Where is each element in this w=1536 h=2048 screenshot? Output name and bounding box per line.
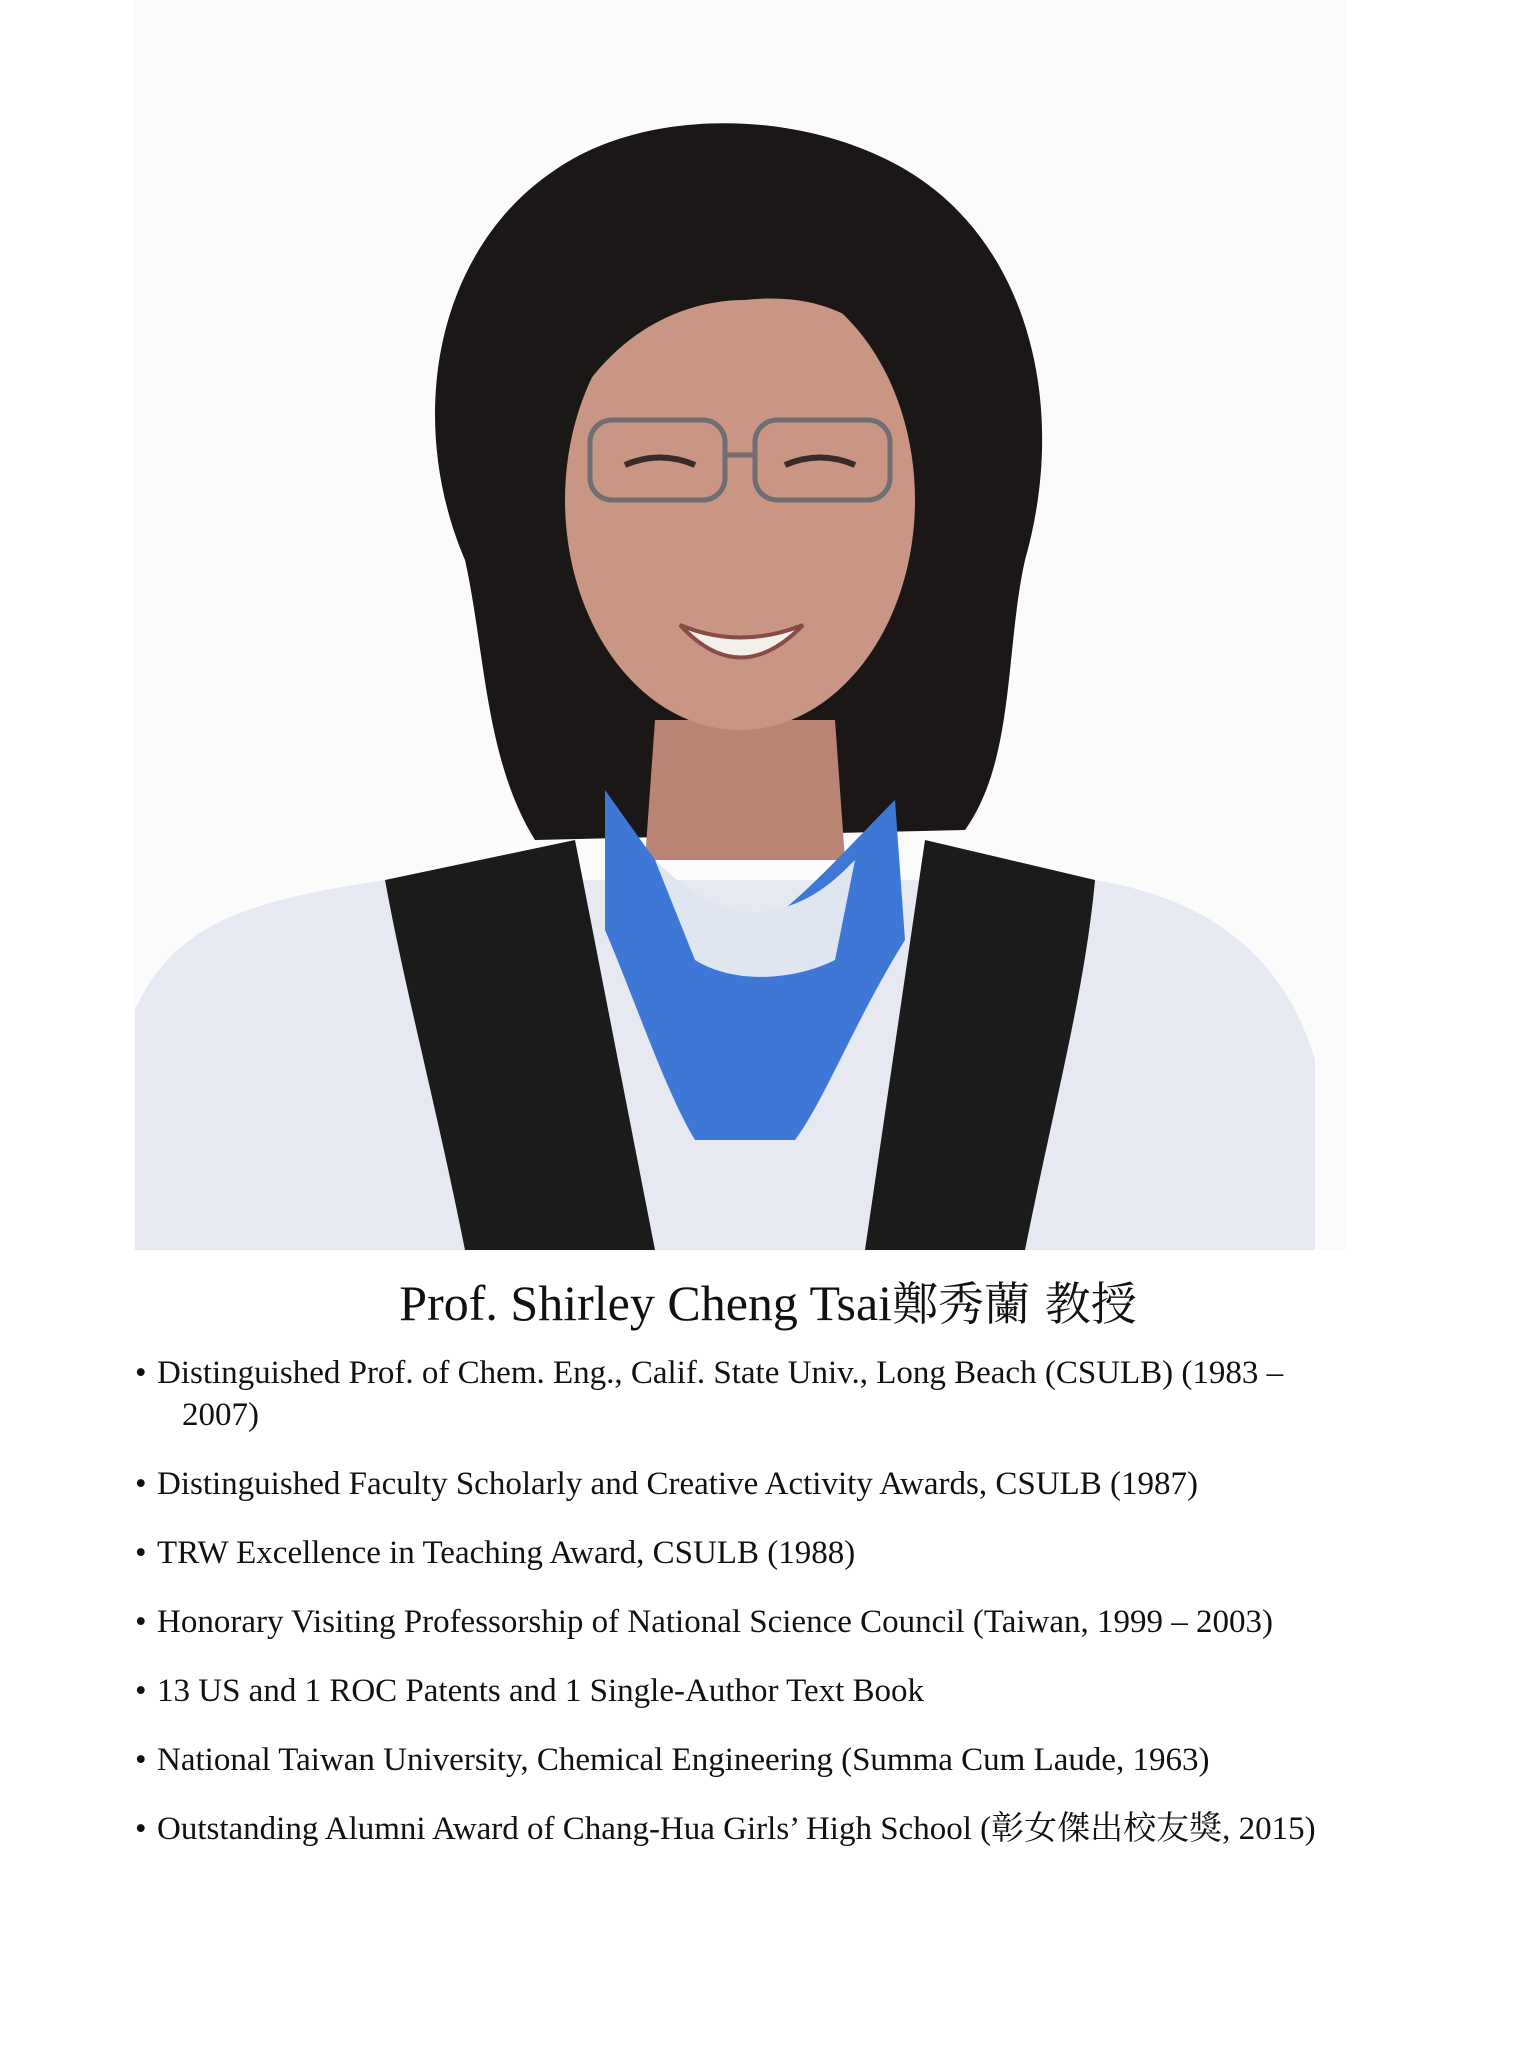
list-item-text: TRW Excellence in Teaching Award, CSULB (1988) [157,1535,856,1571]
list-item-text: Honorary Visiting Professorship of National Science Council (Taiwan, 1999 – 2003) [157,1604,1273,1640]
list-item-text: National Taiwan University, Chemical Engineering (Summa Cum Laude, 1963) [157,1742,1210,1778]
list-item [135,1463,1405,1505]
bullet-icon: • [135,1466,147,1502]
bullet-icon: • [135,1673,147,1709]
list-item-text: Distinguished Prof. of Chem. Eng., Calif. State Univ., Long Beach (CSULB) (1983 – [157,1355,1284,1391]
bullet-icon: • [135,1742,147,1778]
list-item-text: Outstanding Alumni Award of Chang-Hua Girls’ High School (彰女傑出校友獎, 2015) [157,1811,1316,1847]
list-item [135,1670,1405,1712]
list-item-continuation: 2007) [182,1397,259,1433]
list-item [135,1601,1405,1643]
list-item-text: Distinguished Faculty Scholarly and Creative Activity Awards, CSULB (1987) [157,1466,1198,1502]
portrait-photo [135,0,1345,1250]
list-item [135,1532,1405,1574]
bullet-icon: • [135,1535,147,1571]
list-item-text: 13 US and 1 ROC Patents and 1 Single-Author Text Book [157,1673,925,1709]
person-name [0,1268,1536,1339]
bullet-icon: • [135,1355,147,1391]
bullet-icon: • [135,1811,147,1847]
list-item [135,1739,1405,1781]
name-cjk: 鄭秀蘭 教授 [892,1277,1137,1331]
list-item [135,1808,1405,1850]
bullet-icon: • [135,1604,147,1640]
portrait-icon [135,0,1345,1250]
name-latin: Prof. Shirley Cheng Tsai [399,1275,893,1331]
list-item [135,1352,1405,1436]
achievement-list [135,1352,1405,1877]
